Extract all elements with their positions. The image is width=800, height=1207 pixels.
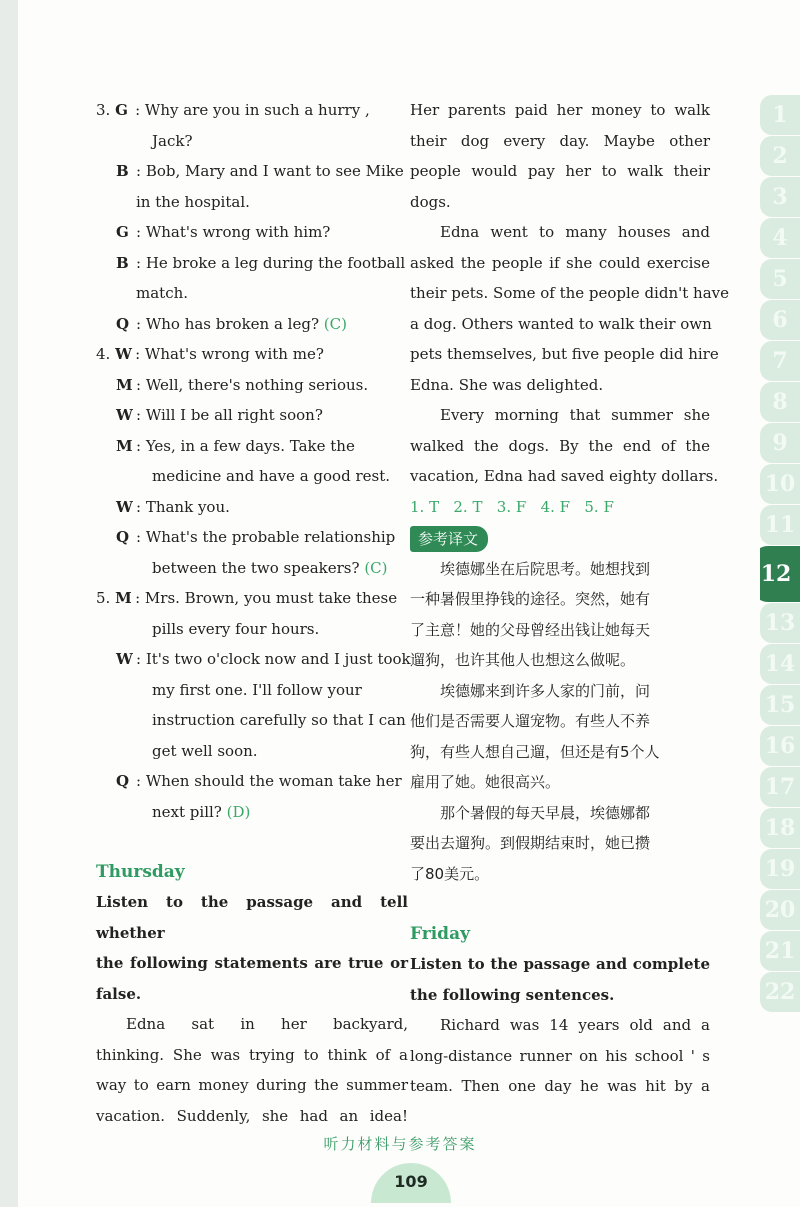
passage-line: Edna sat in her backyard, (126, 1015, 408, 1033)
passage-line: people would pay her to walk their (410, 162, 710, 180)
passage-line: walked the dogs. By the end of the (410, 436, 710, 455)
answer-choice: (C) (364, 558, 388, 577)
translation-line: 狗，有些人想自己遛，但还是有5个人 (410, 742, 660, 761)
passage-line: way to earn money during the summer (96, 1076, 408, 1094)
passage-line: long-distance runner on his school ' s (410, 1046, 710, 1065)
dialogue-line: M : Yes, in a few days. Take the (116, 436, 355, 455)
passage-line: thinking. She was trying to think of a (96, 1045, 408, 1064)
dialogue-line: instruction carefully so that I can (152, 711, 406, 729)
page-binding-strip (0, 0, 18, 1207)
unit-tab-11[interactable]: 11 (760, 505, 800, 545)
passage-line: their pets. Some of the people didn't have (410, 284, 729, 302)
section-title-friday: Friday (410, 924, 470, 944)
unit-tab-2[interactable]: 2 (760, 136, 800, 176)
unit-tab-8[interactable]: 8 (760, 382, 800, 422)
passage-line: Richard was 14 years old and a (440, 1016, 710, 1034)
dialogue-line: medicine and have a good rest. (152, 467, 390, 485)
question-line: between the two speakers? (C) (152, 558, 388, 577)
translation-line: 那个暑假的每天早晨，埃德娜都 (440, 803, 651, 822)
passage-line: Edna went to many houses and (440, 223, 710, 241)
translation-tag: 参考译文 (410, 526, 488, 552)
translation-line: 了主意！她的父母曾经出钱让她每天 (410, 620, 651, 639)
dialogue-line: G : What's wrong with him? (116, 223, 331, 241)
dialogue-line: W : Will I be all right soon? (116, 406, 323, 424)
instruction-line: the following statements are true or (96, 954, 408, 972)
section-title-thursday: Thursday (96, 862, 185, 882)
answer-choice: (D) (226, 802, 251, 821)
unit-tab-5[interactable]: 5 (760, 259, 800, 299)
passage-line: their dog every day. Maybe other (410, 131, 710, 150)
translation-line: 埃德娜坐在后院思考。她想找到 (440, 559, 651, 578)
passage-line: team. Then one day he was hit by a (410, 1077, 710, 1095)
unit-tab-17[interactable]: 17 (760, 767, 800, 807)
dialogue-line: B : He broke a leg during the football (116, 253, 406, 272)
passage-line: a dog. Others wanted to walk their own (410, 314, 712, 333)
instruction-line: Listen to the passage and tell whether (96, 893, 408, 942)
answer-key: 1. T 2. T 3. F 4. F 5. F (410, 497, 614, 516)
dialogue-line: B : Bob, Mary and I want to see Mike (116, 162, 404, 180)
translation-line: 他们是否需要人遛宠物。有些人不养 (410, 712, 651, 730)
unit-tab-22[interactable]: 22 (760, 972, 800, 1012)
right-column (410, 95, 729, 1102)
passage-line: dogs. (410, 192, 451, 211)
left-column (96, 95, 411, 1131)
unit-tab-19[interactable]: 19 (760, 849, 800, 889)
unit-tab-13[interactable]: 13 (760, 603, 800, 643)
translation-line: 遛狗，也许其他人也想这么做呢。 (410, 651, 636, 669)
passage-line: vacation, Edna had saved eighty dollars. (410, 467, 719, 485)
unit-tab-4[interactable]: 4 (760, 218, 800, 258)
dialogue-line: pills every four hours. (152, 619, 320, 638)
passage-line: Every morning that summer she (440, 406, 710, 424)
passage-line: vacation. Suddenly, she had an idea! (96, 1106, 408, 1125)
dialogue-line: Jack? (152, 131, 193, 150)
answer-choice: (C) (323, 314, 347, 333)
passage-line: Her parents paid her money to walk (410, 101, 710, 119)
dialogue-line: match. (136, 284, 189, 302)
unit-side-tabs (760, 95, 800, 1013)
dialogue-line: in the hospital. (136, 192, 250, 211)
question-line: Q : When should the woman take her (116, 772, 402, 790)
dialogue-line: 3. G : Why are you in such a hurry , (96, 101, 370, 119)
unit-tab-12[interactable]: 12 (760, 546, 800, 602)
unit-tab-7[interactable]: 7 (760, 341, 800, 381)
instruction-line: the following sentences. (410, 985, 615, 1004)
question-line: next pill? (D) (152, 802, 251, 821)
instruction-line: false. (96, 984, 142, 1003)
dialogue-line: 5. M : Mrs. Brown, you must take these (96, 589, 398, 607)
unit-tab-20[interactable]: 20 (760, 890, 800, 930)
translation-line: 了80美元。 (410, 864, 490, 883)
unit-tab-3[interactable]: 3 (760, 177, 800, 217)
unit-tab-21[interactable]: 21 (760, 931, 800, 971)
passage-line: asked the people if she could exercise (410, 253, 710, 272)
question-line: Q : Who has broken a leg? (C) (116, 314, 347, 333)
unit-tab-15[interactable]: 15 (760, 685, 800, 725)
unit-tab-10[interactable]: 10 (760, 464, 800, 504)
dialogue-line: get well soon. (152, 741, 258, 760)
dialogue-line: my first one. I'll follow your (152, 680, 362, 699)
translation-line: 埃德娜来到许多人家的门前，问 (440, 681, 651, 700)
instruction-line: Listen to the passage and complete (410, 955, 710, 973)
translation-line: 要出去遛狗。到假期结束时，她已攒 (410, 834, 651, 852)
translation-line: 雇用了她。她很高兴。 (410, 773, 561, 791)
unit-tab-1[interactable]: 1 (760, 95, 800, 135)
unit-tab-18[interactable]: 18 (760, 808, 800, 848)
footer-title: 听力材料与参考答案 (323, 1135, 477, 1153)
unit-tab-6[interactable]: 6 (760, 300, 800, 340)
dialogue-line: 4. W : What's wrong with me? (96, 345, 324, 363)
translation-line: 一种暑假里挣钱的途径。突然，她有 (410, 590, 651, 608)
passage-line: pets themselves, but five people did hire (410, 345, 719, 363)
passage-line: Edna. She was delighted. (410, 375, 604, 394)
page-number: 109 (394, 1172, 428, 1191)
question-line: Q : What's the probable relationship (116, 528, 396, 546)
dialogue-line: W : Thank you. (116, 497, 230, 516)
unit-tab-14[interactable]: 14 (760, 644, 800, 684)
unit-tab-16[interactable]: 16 (760, 726, 800, 766)
unit-tab-9[interactable]: 9 (760, 423, 800, 463)
dialogue-line: W : It's two o'clock now and I just took (116, 650, 411, 668)
dialogue-line: M : Well, there's nothing serious. (116, 375, 369, 394)
